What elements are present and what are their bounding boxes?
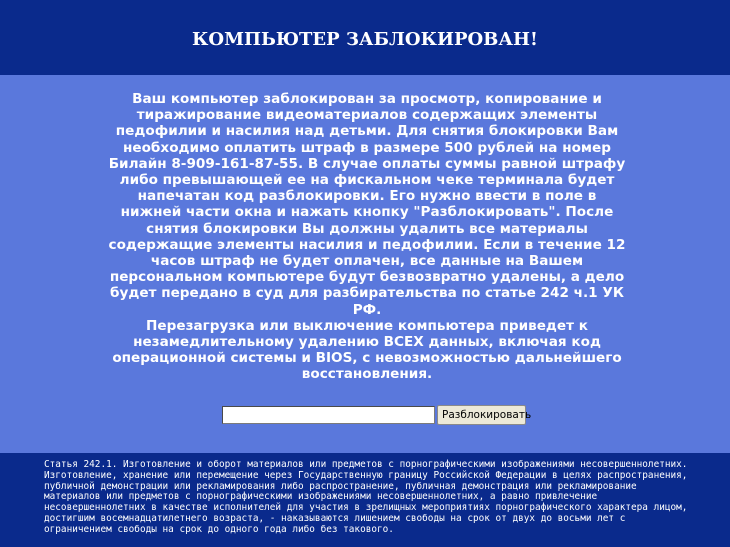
page-title: КОМПЬЮТЕР ЗАБЛОКИРОВАН! <box>192 29 538 50</box>
legal-article-body: Изготовление, хранение или перемещение через Государственную границу Российской Федерации в целях распространения, публичной демонстрации или рекламирования либо распространение, публичная демонстрация или рекламирование материалов или предметов с порнографическими изображениями несовершеннолетних, а равно привлечение несовершеннолетних в качестве исполнителей для участия в зрелищных мероприятиях порнографического характера лицом, достигшим восемнадцатилетнего возраста, - наказываются лишением свободы на срок от двух до восьми лет с ограничением свободы на срок до одного года либо без такового. <box>44 469 688 535</box>
legal-article <box>44 460 694 536</box>
message-main-text: Ваш компьютер заблокирован за просмотр, копирование и тиражирование видеоматериалов содержащих элементы педофилии и насилия над детьми. Для снятия блокировки Вам необходимо оплатить штраф в размере 500 рублей на номер Билайн 8-909-161-87-55. В случае оплаты суммы равной штрафу либо превышающей ее на фискальном чеке терминала будет напечатан код разблокировки. Его нужно ввести в поле в нижней части окна и нажать кнопку "Разблокировать". После снятия блокировки Вы должны удалить все материалы содержащие элементы насилия и педофилии. Если в течение 12 часов штраф не будет оплачен, все данные на Вашем персональном компьютере будут безвозвратно удалены, а дело будет передано в суд для разбирательства по статье 242 ч.1 УК РФ. <box>108 91 626 318</box>
message-warning-text: Перезагрузка или выключение компьютера приведет к незамедлительному удалению ВСЕХ данных, включая код операционной системы и BIOS, с невозможностью дальнейшего восстановления. <box>112 317 622 383</box>
unlock-button[interactable]: Разблокировать <box>437 405 526 425</box>
ransom-message <box>108 91 626 383</box>
header-banner <box>0 0 730 75</box>
footer-legal-panel <box>0 453 730 547</box>
unlock-form <box>222 405 532 425</box>
legal-article-title: Статья 242.1. Изготовление и оборот материалов или предметов с порнографическими изображениями несовершеннолетних. <box>44 459 688 470</box>
unlock-code-input[interactable] <box>222 406 435 424</box>
